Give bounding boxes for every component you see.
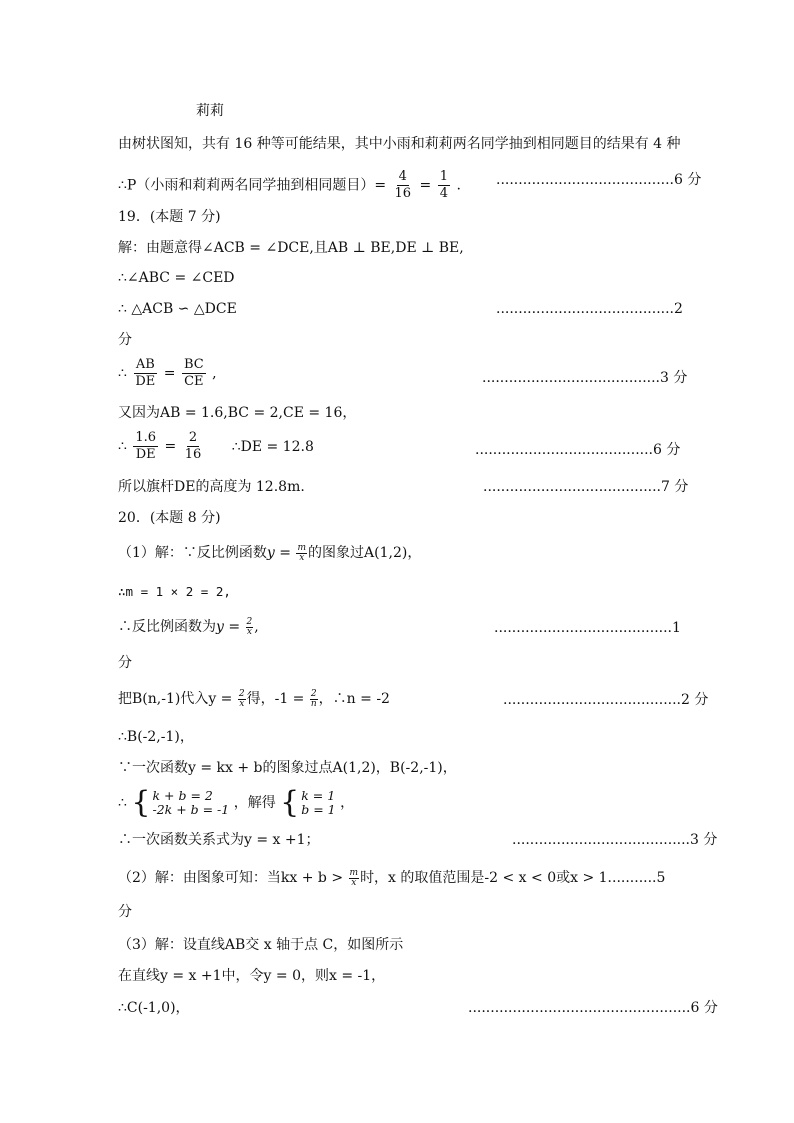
score-3: ........................................3 分 xyxy=(482,370,688,386)
question-19-header: 19．(本题 7 分) xyxy=(118,209,221,225)
fraction-2-16: $\frac{2}{16}$ xyxy=(184,430,202,462)
score-3b: ........................................3 分 xyxy=(512,832,718,848)
fraction-ab-de: $\frac{AB}{DE}$ xyxy=(135,357,156,389)
comma: , xyxy=(254,619,259,635)
q20-c-calc: 在直线y = x +1中，令y = 0，则x = -1， xyxy=(118,968,386,984)
q20-inverse xyxy=(118,617,259,637)
therefore: ∴ xyxy=(118,795,127,811)
b-text-3: ，∴n = -2 xyxy=(318,691,390,707)
b-text: 把B(n,-1)代入y = xyxy=(118,691,237,707)
q19-values: 又因为AB = 1.6,BC = 2,CE = 16， xyxy=(118,405,357,421)
fraction-2-x-b: $\frac{2}{x}$ xyxy=(238,688,245,709)
q20-linear: ∵一次函数y = kx + b的图象过点A(1,2)，B(-2,-1)， xyxy=(118,760,457,776)
fraction-m-x: $\frac{m}{x}$ xyxy=(297,542,307,563)
q20-c-point: ∴C(-1,0)， xyxy=(118,1000,190,1016)
brace-icon: { xyxy=(131,785,151,820)
score-6c: ..................................................6 分 xyxy=(468,1000,718,1016)
q19-answer: 所以旗杆DE的高度为 12.8m. xyxy=(118,479,305,495)
q19-step1: 解：由题意得∠ACB = ∠DCE,且AB ⊥ BE,DE ⊥ BE, xyxy=(118,240,464,256)
eq-row-1: k + b = 2 xyxy=(152,788,213,803)
part2-text-b: 时，x 的取值范围是-2 < x < 0或x > 1． xyxy=(360,870,622,886)
part1-text: （1）解：∵反比例函数 xyxy=(118,545,267,561)
fraction-1-4: $\frac{1}{4}$ xyxy=(439,169,448,201)
score-2-unit: 分 xyxy=(118,332,132,348)
score-5: ..........5 xyxy=(612,870,666,886)
part2-text: （2）解：由图象可知：当kx + b > xyxy=(118,870,348,886)
inverse-text: ∴反比例函数为 xyxy=(118,619,216,635)
q19-step2: ∴∠ABC = ∠CED xyxy=(118,270,235,286)
score-1: ........................................1 xyxy=(494,620,681,636)
brace-icon: { xyxy=(280,785,300,820)
part1-text-b: 的图象过A(1,2)， xyxy=(308,545,422,561)
q20-b-coord: ∴B(-2,-1)， xyxy=(118,729,194,745)
sol-row-2: b = 1 xyxy=(301,802,336,817)
de-result: ∴DE = 12.8 xyxy=(231,438,314,455)
probability-line xyxy=(118,169,461,202)
question-20-header: 20．(本题 8 分) xyxy=(118,510,221,526)
q20-part2 xyxy=(118,868,622,888)
var-y: y xyxy=(266,545,275,561)
q20-system xyxy=(118,785,355,820)
score-1-unit: 分 xyxy=(118,655,132,671)
q20-linear-result: ∴一次函数关系式为y = x +1； xyxy=(118,832,320,848)
score-6: ........................................6 分 xyxy=(496,172,702,188)
eq-row-2: -2k + b = -1 xyxy=(152,802,230,817)
equals: = xyxy=(163,365,176,382)
q20-b-point xyxy=(118,689,390,709)
line-lili: 莉莉 xyxy=(196,103,224,119)
q19-solve xyxy=(118,430,314,463)
q20-part3: （3）解：设直线AB交 x 轴于点 C，如图所示 xyxy=(118,937,404,953)
therefore: ∴ xyxy=(118,365,127,382)
equals: = xyxy=(419,177,432,194)
fraction-m-x-b: $\frac{m}{x}$ xyxy=(349,867,359,888)
period: . xyxy=(456,177,461,194)
equals: = xyxy=(274,545,296,561)
score-7: ........................................7 分 xyxy=(483,479,689,495)
q20-m-value: ∴m = 1 × 2 = 2, xyxy=(118,584,231,599)
fraction-2-n: $\frac{2}{n}$ xyxy=(310,688,317,709)
equals: = xyxy=(164,438,177,455)
fraction-2-x: $\frac{2}{x}$ xyxy=(246,616,253,637)
q19-ratio xyxy=(118,357,217,390)
q19-similar: ∴ △ACB ∽ △DCE xyxy=(118,301,237,317)
fraction-bc-ce: $\frac{BC}{CE}$ xyxy=(183,357,204,389)
sol-row-1: k = 1 xyxy=(301,788,336,803)
b-text-2: 得，-1 = xyxy=(246,691,309,707)
fraction-4-16: $\frac{4}{16}$ xyxy=(394,169,412,201)
var-y: y = xyxy=(216,619,245,635)
solve-text: ，解得 xyxy=(233,795,276,811)
solution-system xyxy=(280,785,336,820)
score-5-unit: 分 xyxy=(118,904,132,920)
tree-conclusion: 由树状图知，共有 16 种等可能结果，其中小雨和莉莉两名同学抽到相同题目的结果有 4 种 xyxy=(118,136,681,152)
fraction-16-de: $\frac{1.6}{DE}$ xyxy=(135,430,157,462)
therefore: ∴ xyxy=(118,438,127,455)
q20-part1 xyxy=(118,543,421,563)
score-2b: ........................................2 分 xyxy=(503,692,709,708)
comma: , xyxy=(212,365,217,382)
equation-system xyxy=(131,785,230,820)
comma: ， xyxy=(340,795,355,811)
score-6b: ........................................6 分 xyxy=(475,442,681,458)
prob-text: ∴P（小雨和莉莉两名同学抽到相同题目）= xyxy=(118,177,387,194)
score-2: ........................................2 xyxy=(496,301,683,317)
